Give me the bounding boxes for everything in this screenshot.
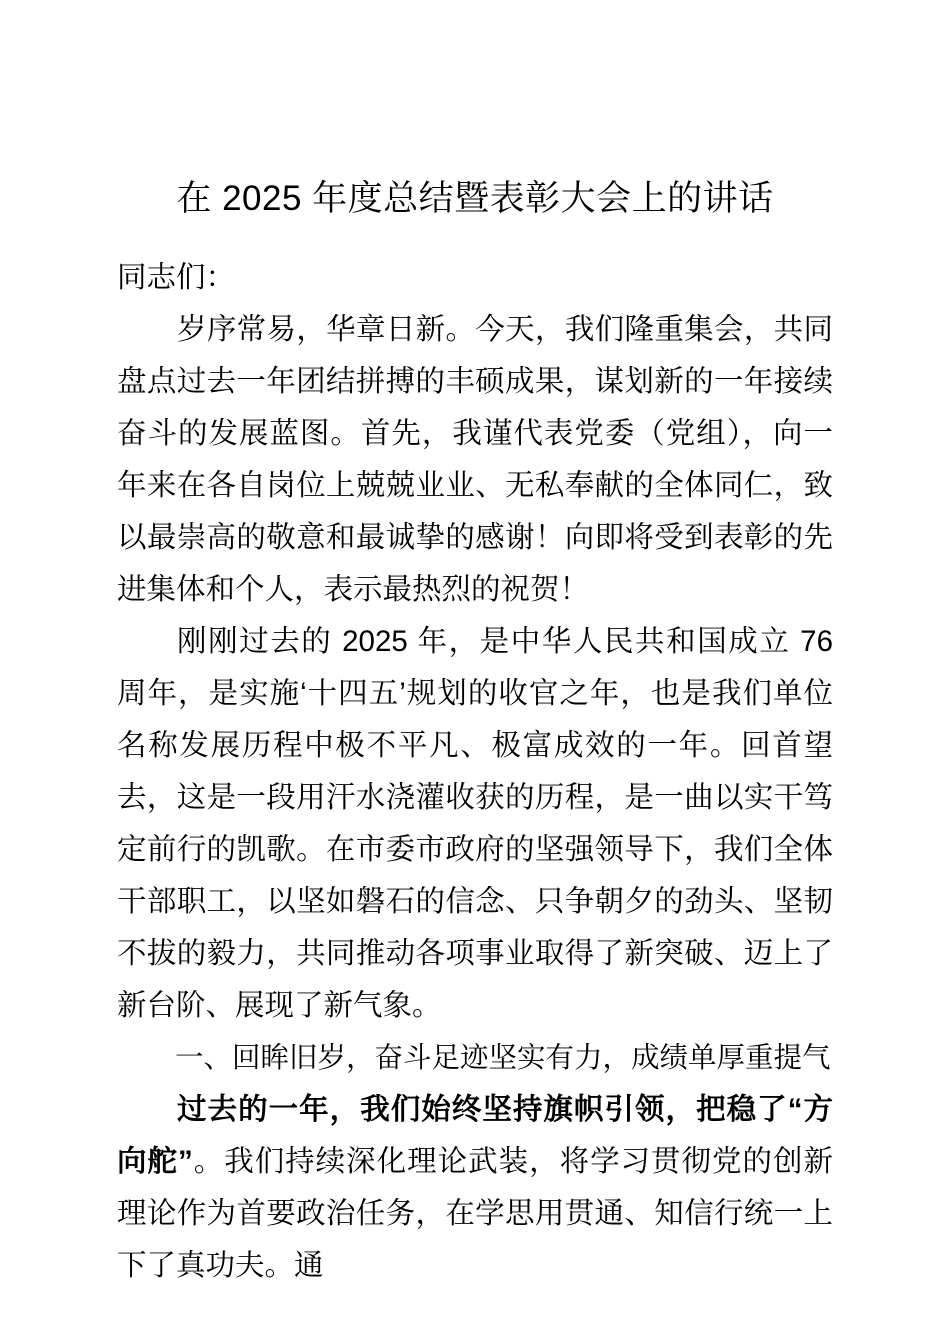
title-block <box>117 0 833 222</box>
body-paragraph-3 <box>117 1084 833 1292</box>
document-content-column <box>117 0 833 1292</box>
body-paragraph-1: 岁序常易，华章日新。今天，我们隆重集会，共同盘点过去一年团结拼搏的丰硕成果，谋划新的一年接续奋斗的发展蓝图。首先，我谨代表党委（党组），向一年来在各自岗位上兢兢业业、无私奉献的全体同仁，致以最崇高的敬意和最诚挚的感谢！向即将受到表彰的先进集体和个人，表示最热烈的祝贺！ <box>117 313 833 606</box>
body-paragraph-3-regular-run: 。我们持续深化理论武装，将学习贯彻党的创新理论作为首要政治任务，在学思用贯通、知信行统一上下了真功夫。通 <box>117 1145 833 1282</box>
body-paragraph-2: 刚刚过去的 2025 年，是中华人民共和国成立 76 周年，是实施‘十四五’规划的收官之年，也是我们单位名称发展历程中极不平凡、极富成效的一年。回首望去，这是一段用汗水浇灌收获的历程，是一曲以实干笃定前行的凯歌。在市委市政府的坚强领导下，我们全体干部职工，以坚如磐石的信念、只争朝夕的劲头、坚韧不拔的毅力，共同推动各项事业取得了新突破、迈上了新台阶、展现了新气象。 <box>117 625 833 1022</box>
title-spacer <box>117 222 833 252</box>
salutation-line: 同志们： <box>117 261 236 294</box>
section-heading-1: 一、回眸旧岁，奋斗足迹坚实有力，成绩单厚重提气 <box>175 1041 831 1074</box>
page-title: 在 2025 年度总结暨表彰大会上的讲话 <box>176 179 774 218</box>
body-paragraph-3-bold-run: 过去的一年，我们始终坚持旗帜引领，把稳了“方向舵” <box>117 1093 833 1178</box>
